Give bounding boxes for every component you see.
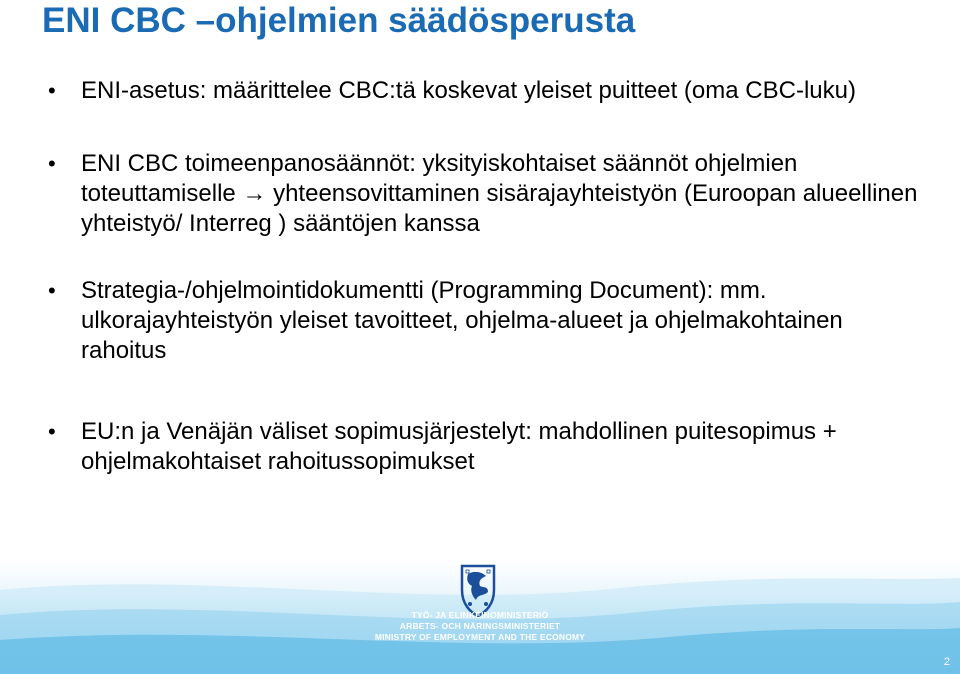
footer-banner — [0, 560, 960, 674]
bullet-item — [48, 417, 928, 477]
ministry-name — [360, 610, 600, 643]
page-number: 2 — [943, 656, 950, 668]
bullet-item — [48, 149, 928, 239]
slide-title: ENI CBC –ohjelmien säädösperusta — [42, 1, 636, 40]
bullet-text: ENI CBC toimeenpanosäännöt: yksityiskohtaiset säännöt ohjelmien toteuttamiselle → yhteensovittaminen sisärajayhteistyön (Euroopan alueellinen yhteistyö/ Interreg ) sääntöjen kanssa — [81, 150, 918, 237]
ministry-name-fi: TYÖ- JA ELINKEINOMINISTERIÖ — [411, 610, 549, 620]
bullet-marker: • — [48, 78, 56, 103]
bullet-marker: • — [48, 419, 56, 444]
bullet-marker: • — [48, 278, 56, 303]
bullet-text: EU:n ja Venäjän väliset sopimusjärjestelyt: mahdollinen puitesopimus + ohjelmakohtaiset rahoitussopimukset — [81, 418, 837, 475]
bullet-item — [48, 76, 928, 106]
bullet-list — [48, 76, 928, 477]
bullet-text: Strategia-/ohjelmointidokumentti (Programming Document): mm. ulkorajayhteistyön yleiset tavoitteet, ohjelma-alueet ja ohjelmakohtainen rahoitus — [81, 277, 843, 364]
bullet-marker: • — [48, 151, 56, 176]
ministry-name-sv: ARBETS- OCH NÄRINGSMINISTERIET — [399, 621, 561, 631]
bullet-text: ENI-asetus: määrittelee CBC:tä koskevat yleiset puitteet (oma CBC-luku) — [81, 77, 856, 104]
bullet-item — [48, 276, 928, 366]
ministry-name-en: MINISTRY OF EMPLOYMENT AND THE ECONOMY — [374, 632, 586, 642]
